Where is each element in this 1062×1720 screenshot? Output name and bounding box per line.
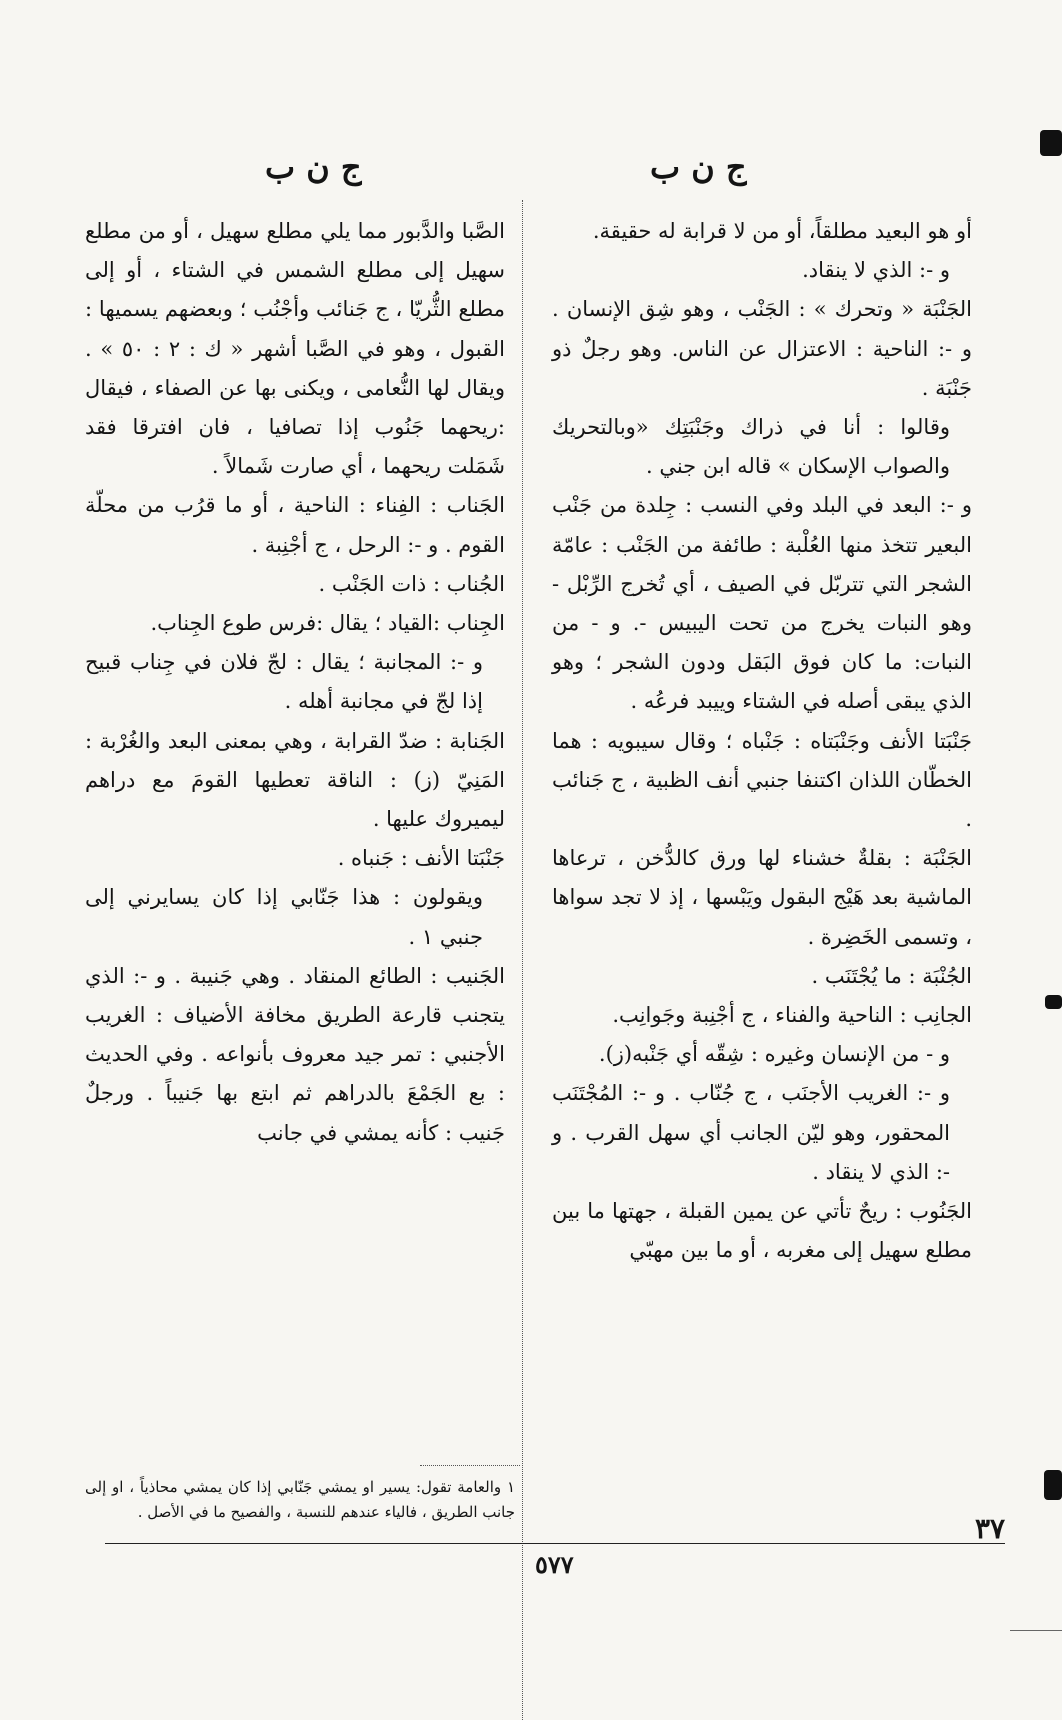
page-number-local: ٣٧: [975, 1512, 1006, 1545]
entry-paragraph: جَنْبَتا الأنف وجَنْبَتاه : جَنْباه ؛ وقال سيبويه : هما الخطّان اللذان اكتنفا جنبي أنف الظبية ، ج جَنائب .: [552, 728, 972, 832]
entry-paragraph: الجَناب : الفِناء : الناحية ، أو ما قرُب من محلّة القوم . و -: الرحل ، ج أجْنِبة .: [85, 493, 505, 557]
entry-paragraph: و -: الغريب الأجنَب ، ج جُنّاب . و -: المُجْتَنَب المحقور، وهو ليّن الجانب أي سهل القرب . و -: الذي لا ينقاد .: [552, 1081, 950, 1184]
entry-paragraph: الجانِب : الناحية والفناء ، ج أجْنِبة وجَوانِب.: [612, 1003, 972, 1028]
entry-paragraph: و -: المجانبة ؛ يقال : لجّ فلان في جِناب قبيح إذا لجّ في مجانبة أهله .: [85, 650, 483, 714]
margin-binding-mark: [1045, 995, 1062, 1009]
entry-paragraph: الجَنابة : ضدّ القرابة ، وهي بمعنى البعد والغُرْبة : المَنِيّ (ز) : الناقة تعطيها القومَ مع دراهم ليميروك عليها .: [85, 728, 505, 832]
margin-binding-mark: [1044, 1470, 1062, 1500]
entry-paragraph: الجَنُوب : ريحٌ تأتي عن يمين القبلة ، جهتها ما بين مطلع سهيل إلى مغربه ، أو ما بين مهبّي: [552, 1199, 972, 1263]
entry-paragraph: و -: البعد في البلد وفي النسب : جِلدة من جَنْب البعير تتخذ منها العُلْبة : طائفة من الجَنْب : عامّة الشجر التي تتربّل في الصيف ، أي تُخرج الرِّبْل - وهو النبات يخرج من تحت اليبيس -. و - من النبات: ما كان فوق البَقل ودون الشجر ؛ وهو الذي يبقى أصله في الشتاء وييبد فرعُه .: [552, 493, 972, 714]
left-column: [85, 212, 505, 1153]
running-header-right: ج ن ب: [650, 148, 747, 186]
entry-paragraph: وقالوا : أنا في ذراك وجَنْبَتِك «وبالتحريك والصواب الإسكان » قاله ابن جني .: [552, 415, 950, 479]
page-number-global: ٥٧٧: [535, 1550, 574, 1579]
entry-paragraph: الجَنيب : الطائع المنقاد . وهي جَنيبة . و -: الذي يتجنب قارعة الطريق مخافة الأضياف : الغريب الأجنبي : تمر جيد معروف بأنواعه . وفي الحديث : بع الجَمْعَ بالدراهم ثم ابتع بها جَنيباً . ورجلٌ جَنيب : كأنه يمشي في جانب: [85, 963, 505, 1145]
right-column: [552, 212, 972, 1270]
entry-paragraph: الجَنْبَة « وتحرك » : الجَنْب ، وهو شِق الإنسان . و -: الناحية : الاعتزال عن الناس. وهو رجلٌ ذو جَنْبَة .: [552, 297, 972, 400]
entry-paragraph: ويقولون : هذا جَنّابي إذا كان يسايرني إلى جنبي ١ .: [85, 885, 483, 949]
footnote: [85, 1475, 515, 1525]
margin-binding-mark: [1040, 130, 1062, 156]
entry-paragraph: الجُناب : ذات الجَنْب .: [318, 571, 505, 596]
edge-line: [1010, 1630, 1062, 1631]
entry-paragraph: جَنْبَتا الأنف : جَنباه .: [337, 846, 505, 871]
entry-paragraph: و -: الذي لا ينقاد.: [802, 258, 950, 283]
bottom-rule: [105, 1543, 1005, 1544]
footnote-separator: [420, 1465, 520, 1466]
running-header-left: ج ن ب: [265, 148, 362, 186]
entry-paragraph: الجَنْبَة : بقلةٌ خشناء لها ورق كالدُّخن ، ترعاها الماشية بعد هَيْج البقول ويَبْسها ، إذ لا تجد سواها ، وتسمى الخَضِرة .: [552, 846, 972, 949]
entry-paragraph: الصَّبا والدَّبور مما يلي مطلع سهيل ، أو من مطلع سهيل إلى مطلع الشمس في الشتاء ، أو إلى مطلع الثُّريّا ، ج جَنائب وأجْنُب ؛ وبعضهم يسميها : القبول ، وهو في الصَّبا أشهر « ك : ٢ : ٥٠ » . ويقال لها النُّعامى ، ويكنى بها عن الصفاء ، فيقال :ريحهما جَنُوب إذا تصافيا ، فان افترقا فقد شَمَلت ريحهما ، أي صارت شَمالاً .: [85, 219, 505, 479]
entry-paragraph: أو هو البعيد مطلقاً، أو من لا قرابة له حقيقة.: [592, 219, 972, 243]
footnote-text: ١ والعامة تقول: يسير او يمشي جَنّابي إذا كان يمشي محاذياً ، او إلى جانب الطريق ، فالياء عندهم للنسبة ، والفصيح ما في الأصل .: [85, 1478, 515, 1521]
entry-paragraph: و - من الإنسان وغيره : شِقّه أي جَنْبه(ز).: [598, 1042, 950, 1067]
column-divider: [522, 200, 523, 1720]
entry-paragraph: الجِناب :القياد ؛ يقال :فرس طوع الجِناب.: [150, 611, 505, 636]
entry-paragraph: الجُنْبَة : ما يُجْتَنَب .: [811, 963, 972, 988]
